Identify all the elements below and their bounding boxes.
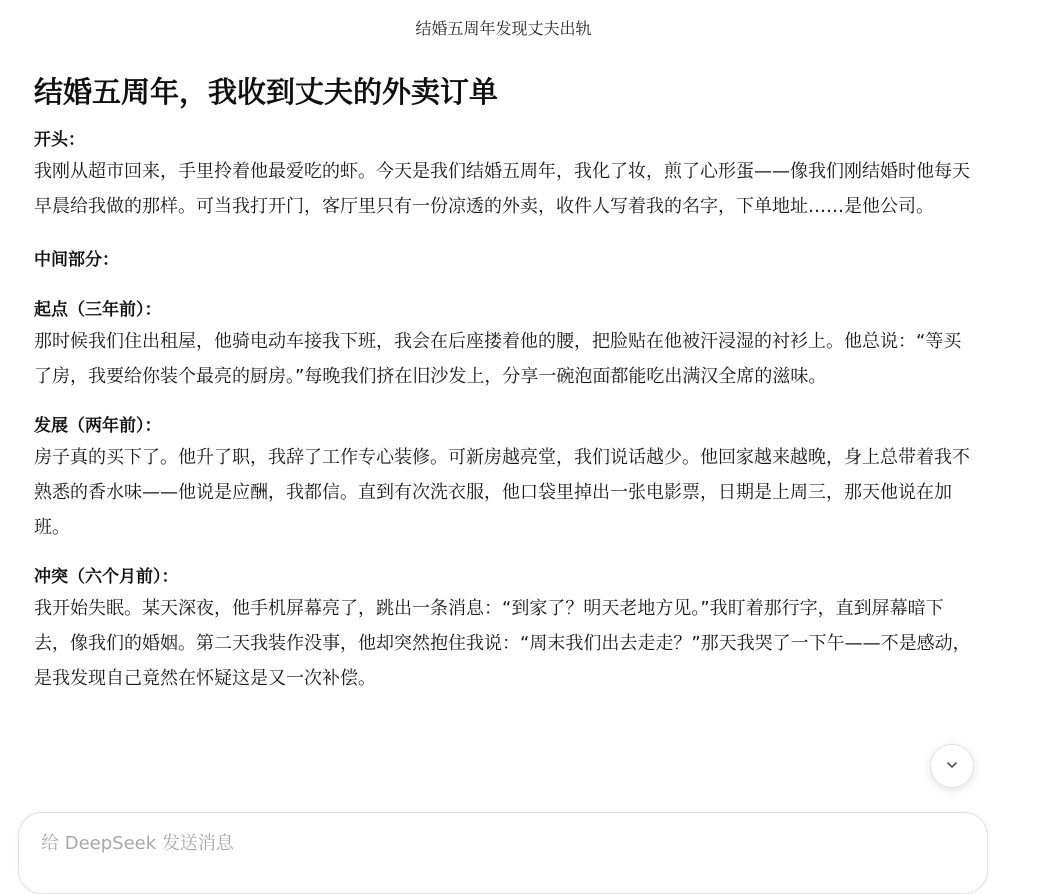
message-composer[interactable]: [18, 812, 988, 894]
message-content: [34, 70, 979, 696]
section-body: 我开始失眠。某天深夜，他手机屏幕亮了，跳出一条消息：“到家了？明天老地方见。”我盯着那行字，直到屏幕暗下去，像我们的婚姻。第二天我装作没事，他却突然抱住我说：“周末我们出去走走？”那天我哭了一下午——不是感动，是我发现自己竟然在怀疑这是又一次补偿。: [34, 598, 971, 689]
chevron-down-icon: [945, 757, 959, 776]
scroll-to-bottom-button[interactable]: [930, 744, 974, 788]
section-body: 房子真的买下了。他升了职，我辞了工作专心装修。可新房越亮堂，我们说话越少。他回家越来越晚，身上总带着我不熟悉的香水味——他说是应酬，我都信。直到有次洗衣服，他口袋里掉出一张电影票，日期是上周三，那天他说在加班。: [34, 447, 970, 538]
section-opening: [34, 126, 979, 224]
section-heading: 起点（三年前）：: [34, 300, 162, 320]
article-title: 结婚五周年，我收到丈夫的外卖订单: [34, 75, 499, 109]
section-conflict: [34, 563, 979, 696]
section-heading: 冲突（六个月前）：: [34, 567, 179, 587]
section-start: [34, 296, 979, 394]
conversation-title: 结婚五周年发现丈夫出轨: [415, 19, 592, 38]
message-input[interactable]: [41, 833, 941, 854]
section-heading: 发展（两年前）：: [34, 416, 162, 436]
section-body: 我刚从超市回来，手里拎着他最爱吃的虾。今天是我们结婚五周年，我化了妆，煎了心形蛋——像我们刚结婚时他每天早晨给我做的那样。可当我打开门，客厅里只有一份凉透的外卖，收件人写着我的名字，下单地址……是他公司。: [34, 161, 970, 217]
section-development: [34, 412, 979, 545]
section-middle: [34, 246, 979, 274]
section-heading: 中间部分：: [34, 250, 119, 270]
bottom-fade: [0, 790, 1045, 812]
section-heading: 开头：: [34, 130, 85, 150]
section-body: 那时候我们住出租屋，他骑电动车接我下班，我会在后座搂着他的腰，把脸贴在他被汗浸湿的衬衫上。他总说：“等买了房，我要给你装个最亮的厨房。”每晚我们挤在旧沙发上，分享一碗泡面都能吃出满汉全席的滋味。: [34, 331, 962, 387]
